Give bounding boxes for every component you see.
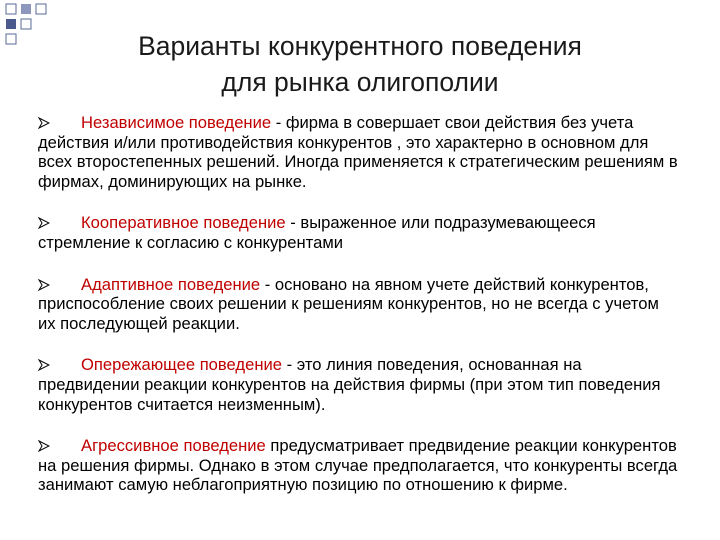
arrowhead-bullet-icon — [38, 279, 50, 291]
bullet-item-adaptive — [38, 275, 678, 334]
bullet-text: предусматривает предвидение реакции конкурентов на решения фирмы. Однако в этом случае предполагается, что конкуренты всегда занимают самую неблагоприятную позицию по отношению к фирме. — [38, 436, 678, 495]
bullet-term: Агрессивное поведение — [81, 436, 266, 456]
bullet-item-proactive — [38, 355, 678, 414]
slide-title — [60, 28, 660, 100]
bullet-text: - выраженное или подразумевающееся стремление к согласию с конкурентами — [38, 213, 596, 252]
arrowhead-bullet-icon — [38, 359, 50, 371]
bullet-term: Адаптивное поведение — [81, 274, 261, 294]
arrowhead-bullet-icon — [38, 117, 50, 129]
bullet-text: - основано на явном учете действий конкурентов, приспособление своих решении к решениям конкурентов, но не всегда с учетом их последующей реакции. — [38, 274, 659, 333]
bullet-list — [38, 113, 678, 495]
bullet-item-aggressive — [38, 436, 678, 495]
slide-title-line-1: Варианты конкурентного поведения — [138, 31, 582, 61]
corner-squares-decoration — [0, 0, 60, 60]
bullet-text: - это линия поведения, основанная на предвидении реакции конкурентов на действия фирмы (при этом тип поведения конкурентов считается неизменным). — [38, 355, 661, 414]
bullet-item-cooperative — [38, 213, 678, 252]
bullet-term: Независимое поведение — [81, 113, 272, 132]
bullet-term: Кооперативное поведение — [81, 213, 286, 233]
bullet-item-independent — [38, 113, 678, 191]
bullet-term: Опережающее поведение — [81, 355, 282, 375]
arrowhead-bullet-icon — [38, 217, 50, 229]
arrowhead-bullet-icon — [38, 440, 50, 452]
slide-title-line-2: для рынка олигополии — [221, 67, 499, 97]
bullet-text: - фирма в совершает свои действия без учета действия и/или противодействия конкурентов , это характерно в основном для всех второстепенных решений. Иногда применяется к стратегическим решениям в фирмах, доминирующих на рынке. — [38, 113, 678, 191]
